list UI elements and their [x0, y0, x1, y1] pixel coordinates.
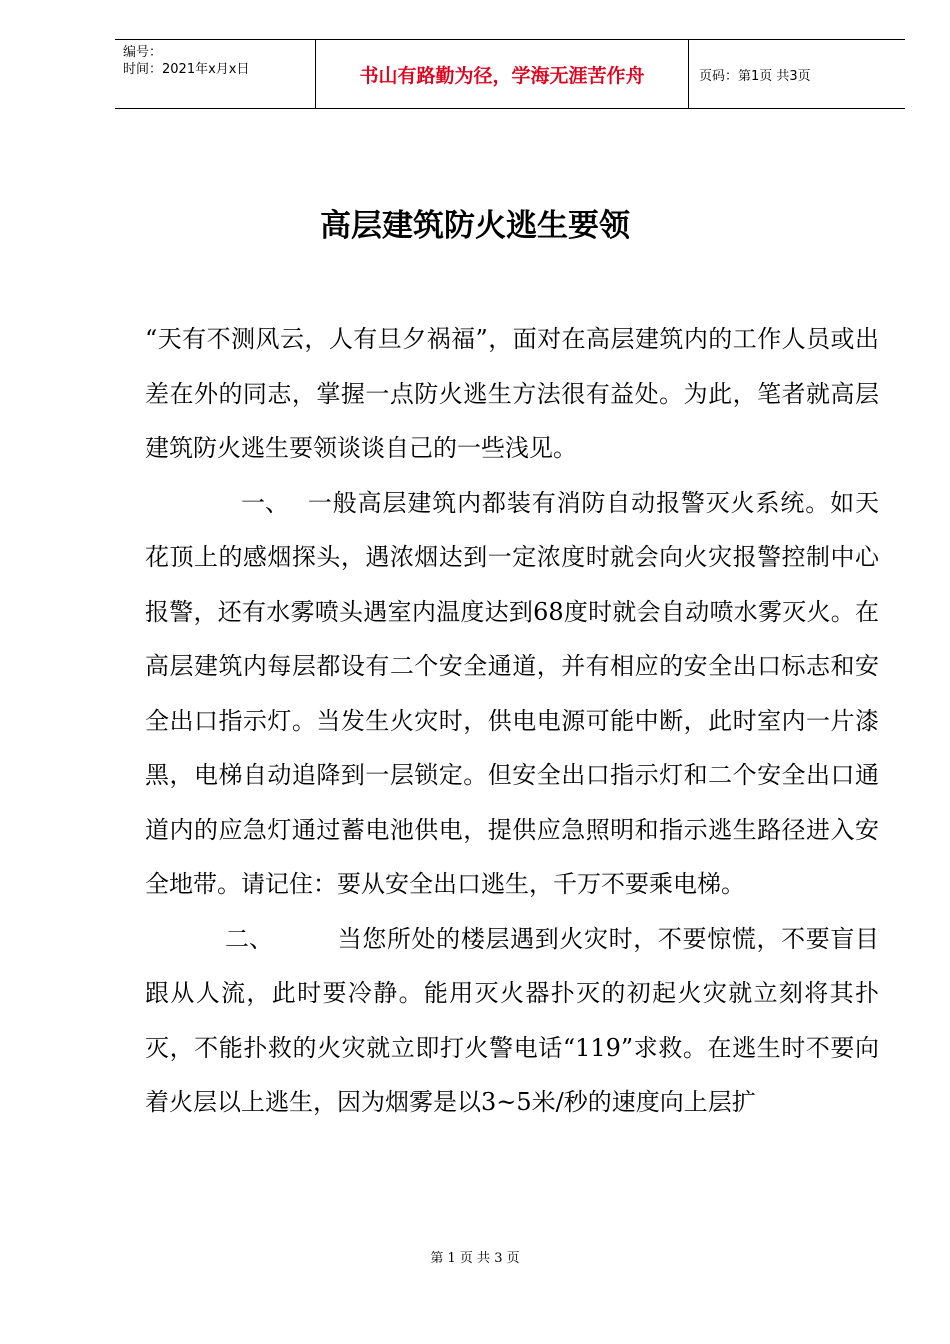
section-one-text: 一般高层建筑内都装有消防自动报警灭火系统。如天花顶上的感烟探头，遇浓烟达到一定浓度时就会向火灾报警控制中心报警，还有水雾喷头遇室内温度达到68度时就会自动喷水雾灭火。在高层建筑内每层都设有二个安全通道，并有相应的安全出口标志和安全出口指示灯。当发生火灾时，供电电源可能中断，此时室内一片漆黑，电梯自动追降到一层锁定。但安全出口指示灯和二个安全出口通道内的应急灯通过蓄电池供电，提供应急照明和指示逃生路径进入安全地带。请记住：要从安全出口逃生，千万不要乘电梯。 — [145, 488, 879, 898]
section-two-paragraph — [145, 912, 879, 1130]
section-one-paragraph — [145, 476, 879, 912]
document-body — [145, 312, 879, 1130]
intro-paragraph: “天有不测风云，人有旦夕祸福”，面对在高层建筑内的工作人员或出差在外的同志，掌握一点防火逃生方法很有益处。为此，笔者就高层建筑防火逃生要领谈谈自己的一些浅见。 — [145, 325, 879, 462]
number-label: 编号： — [123, 45, 163, 60]
header-motto: 书山有路勤为径，学海无涯苦作舟 — [315, 40, 689, 108]
time-label: 时间：2021年x月x日 — [123, 62, 250, 77]
document-title: 高层建筑防火逃生要领 — [320, 208, 630, 244]
page-footer: 第 1 页 共 3 页 — [430, 1251, 520, 1266]
header-meta — [115, 40, 315, 108]
section-number: 一、 — [241, 488, 289, 517]
header-page-info: 页码：第1页 共3页 — [699, 68, 811, 84]
document-header — [115, 39, 905, 109]
section-number: 二、 — [225, 924, 273, 953]
section-two-text: 当您所处的楼层遇到火灾时，不要惊慌，不要盲目跟从人流，此时要冷静。能用灭火器扑灭的初起火灾就立刻将其扑灭，不能扑救的火灾就立即打火警电话“119”求救。在逃生时不要向着火层以上逃生，因为烟雾是以3~5米/秒的速度向上层扩 — [145, 924, 879, 1116]
